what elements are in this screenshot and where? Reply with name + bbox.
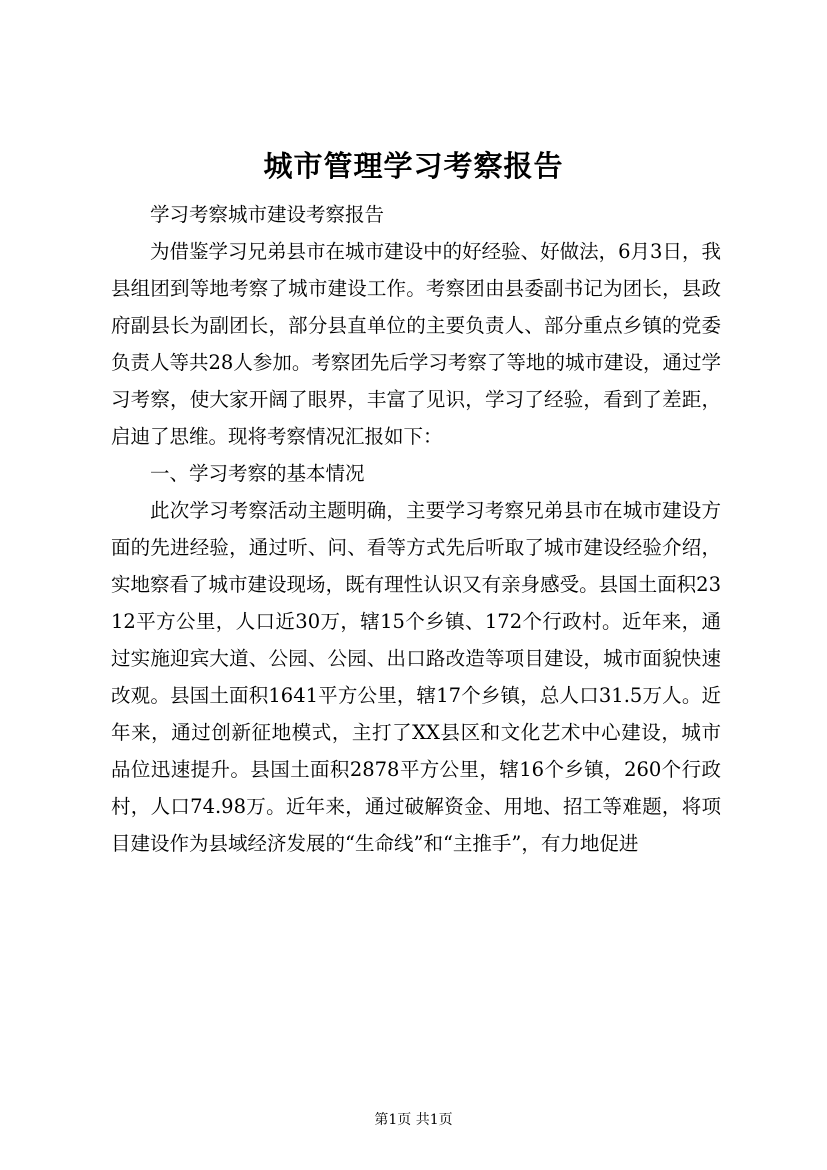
body-paragraph: 此次学习考察活动主题明确，主要学习考察兄弟县市在城市建设方面的先进经验，通过听、问、看等方式先后听取了城市建设经验介绍，实地察看了城市建设现场，既有理性认识又有亲身感受。县国土面积2312平方公里，人口近30万，辖15个乡镇、172个行政村。近年来，通过实施迎宾大道、公园、公园、出口路改造等项目建设，城市面貌快速改观。县国土面积1641平方公里，辖17个乡镇，总人口31.5万人。近年来，通过创新征地模式，主打了XX县区和文化艺术中心建设，城市品位迅速提升。县国土面积2878平方公里，辖16个乡镇，260个行政村，人口74.98万。近年来，通过破解资金、用地、招工等难题，将项目建设作为县域经济发展的“生命线”和“主推手”，有力地促进 (111, 499, 721, 855)
document-body (111, 196, 721, 862)
page-number-footer: 第1页 共1页 (374, 1112, 453, 1128)
document-title: 城市管理学习考察报告 (263, 149, 564, 183)
subtitle-paragraph: 学习考察城市建设考察报告 (150, 203, 385, 226)
intro-paragraph: 为借鉴学习兄弟县市在城市建设中的好经验、好做法，6月3日，我县组团到等地考察了城市建设工作。考察团由县委副书记为团长，县政府副县长为副团长，部分县直单位的主要负责人、部分重点乡镇的党委负责人等共28人参加。考察团先后学习考察了等地的城市建设，通过学习考察，使大家开阔了眼界，丰富了见识，学习了经验，看到了差距，启迪了思维。现将考察情况汇报如下： (111, 240, 721, 448)
section-heading: 一、学习考察的基本情况 (150, 462, 365, 485)
